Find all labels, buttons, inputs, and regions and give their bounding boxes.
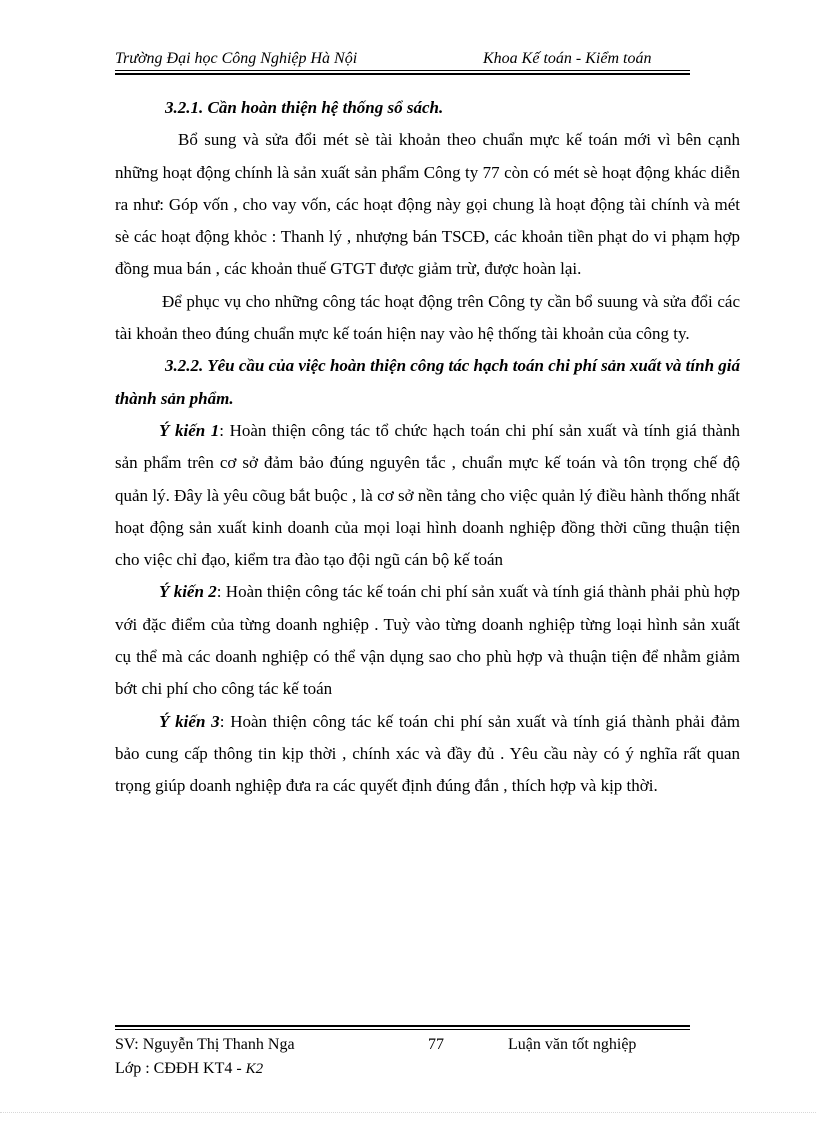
paragraph-1: Bổ sung và sửa đổi mét sè tài khoản theo chuẩn mực kế toán mới vì bên cạnh những hoạt động chính là sản xuất sản phẩm Công ty 77 còn có mét sè hoạt động khác diễn ra như: Góp vốn , cho vay vốn, các hoạt động này gọi chung là hoạt động tài chính và mét sè các hoạt động khỏc : Thanh lý , nhượng bán TSCĐ, các khoản tiền phạt do vi phạm hợp đồng mua bán , các khoản thuế GTGT được giảm trừ, được hoàn lại. [115, 130, 740, 279]
header-rule-bottom [115, 73, 690, 75]
opinion-1 [115, 415, 740, 576]
footer-thesis: Luận văn tốt nghiệp [508, 1036, 637, 1053]
opinion-2 [115, 576, 740, 705]
opinion-2-text: : Hoàn thiện công tác kế toán chi phí sản xuất và tính giá thành phải phù hợp với đặc điểm của từng doanh nghiệp . Tuỳ vào từng doanh nghiệp từng loại hình sản xuất cụ thể mà các doanh nghiệp có thể vận dụng sao cho phù hợp và thuận tiện để nhằm giảm bớt chi phí cho công tác kế toán [115, 582, 741, 699]
page-number: 77 [428, 1036, 444, 1053]
main-content [115, 92, 740, 803]
page-bottom-border [0, 1112, 816, 1113]
footer-rule-bottom [115, 1029, 690, 1030]
footer-student: SV: Nguyễn Thị Thanh Nga [115, 1036, 295, 1053]
header-rule-top [115, 70, 690, 71]
opinion-2-label: Ý kiến 2 [159, 582, 217, 602]
footer-class-label: Lớp : CĐĐH KT4 - [115, 1060, 242, 1077]
footer-class [115, 1057, 263, 1081]
footer-rule-top [115, 1025, 690, 1027]
paragraph-2: Để phục vụ cho những công tác hoạt động trên Công ty cần bổ suung và sửa đổi các tài khoản theo đúng chuẩn mực kế toán hiện nay vào hệ thống tài khoản của công ty. [115, 291, 740, 344]
header-university: Trường Đại học Công Nghiệp Hà Nội [115, 50, 358, 67]
opinion-3-label: Ý kiến 3 [159, 711, 220, 731]
opinion-1-label: Ý kiến 1 [159, 420, 220, 440]
opinion-3-text: : Hoàn thiện công tác kế toán chi phí sản xuất và tính giá thành phải đảm bảo cung cấp thông tin kịp thời , chính xác và đầy đủ . Yêu cầu này có ý nghĩa rất quan trọng giúp doanh nghiệp đưa ra các quyết định đúng đắn , thích hợp và kịp thời. [115, 711, 740, 796]
section-heading-3-2-1: 3.2.1. Cần hoàn thiện hệ thống sổ sách. [165, 98, 444, 117]
section-heading-3-2-2: 3.2.2. Yêu cầu của việc hoàn thiện công tác hạch toán chi phí sản xuất và tính giá thành sản phẩm. [115, 356, 740, 408]
footer-class-suffix: K2 [245, 1061, 264, 1077]
opinion-1-text: : Hoàn thiện công tác tổ chức hạch toán chi phí sản xuất và tính giá thành sản phẩm trên cơ sở đảm bảo đúng nguyên tắc , chuẩn mực kế toán và tôn trọng chế độ quản lý. Đây là yêu cõug bắt buộc , là cơ sở nền tảng cho việc quản lý điều hành thống nhất hoạt động sản xuất kinh doanh của mọi loại hình doanh nghiệp đồng thời cũng thuận tiện cho việc chỉ đạo, kiểm tra đào tạo đội ngũ cán bộ kế toán [115, 420, 741, 570]
page-header [115, 48, 690, 70]
header-department: Khoa Kế toán - Kiểm toán [483, 50, 652, 67]
opinion-3 [115, 706, 740, 803]
